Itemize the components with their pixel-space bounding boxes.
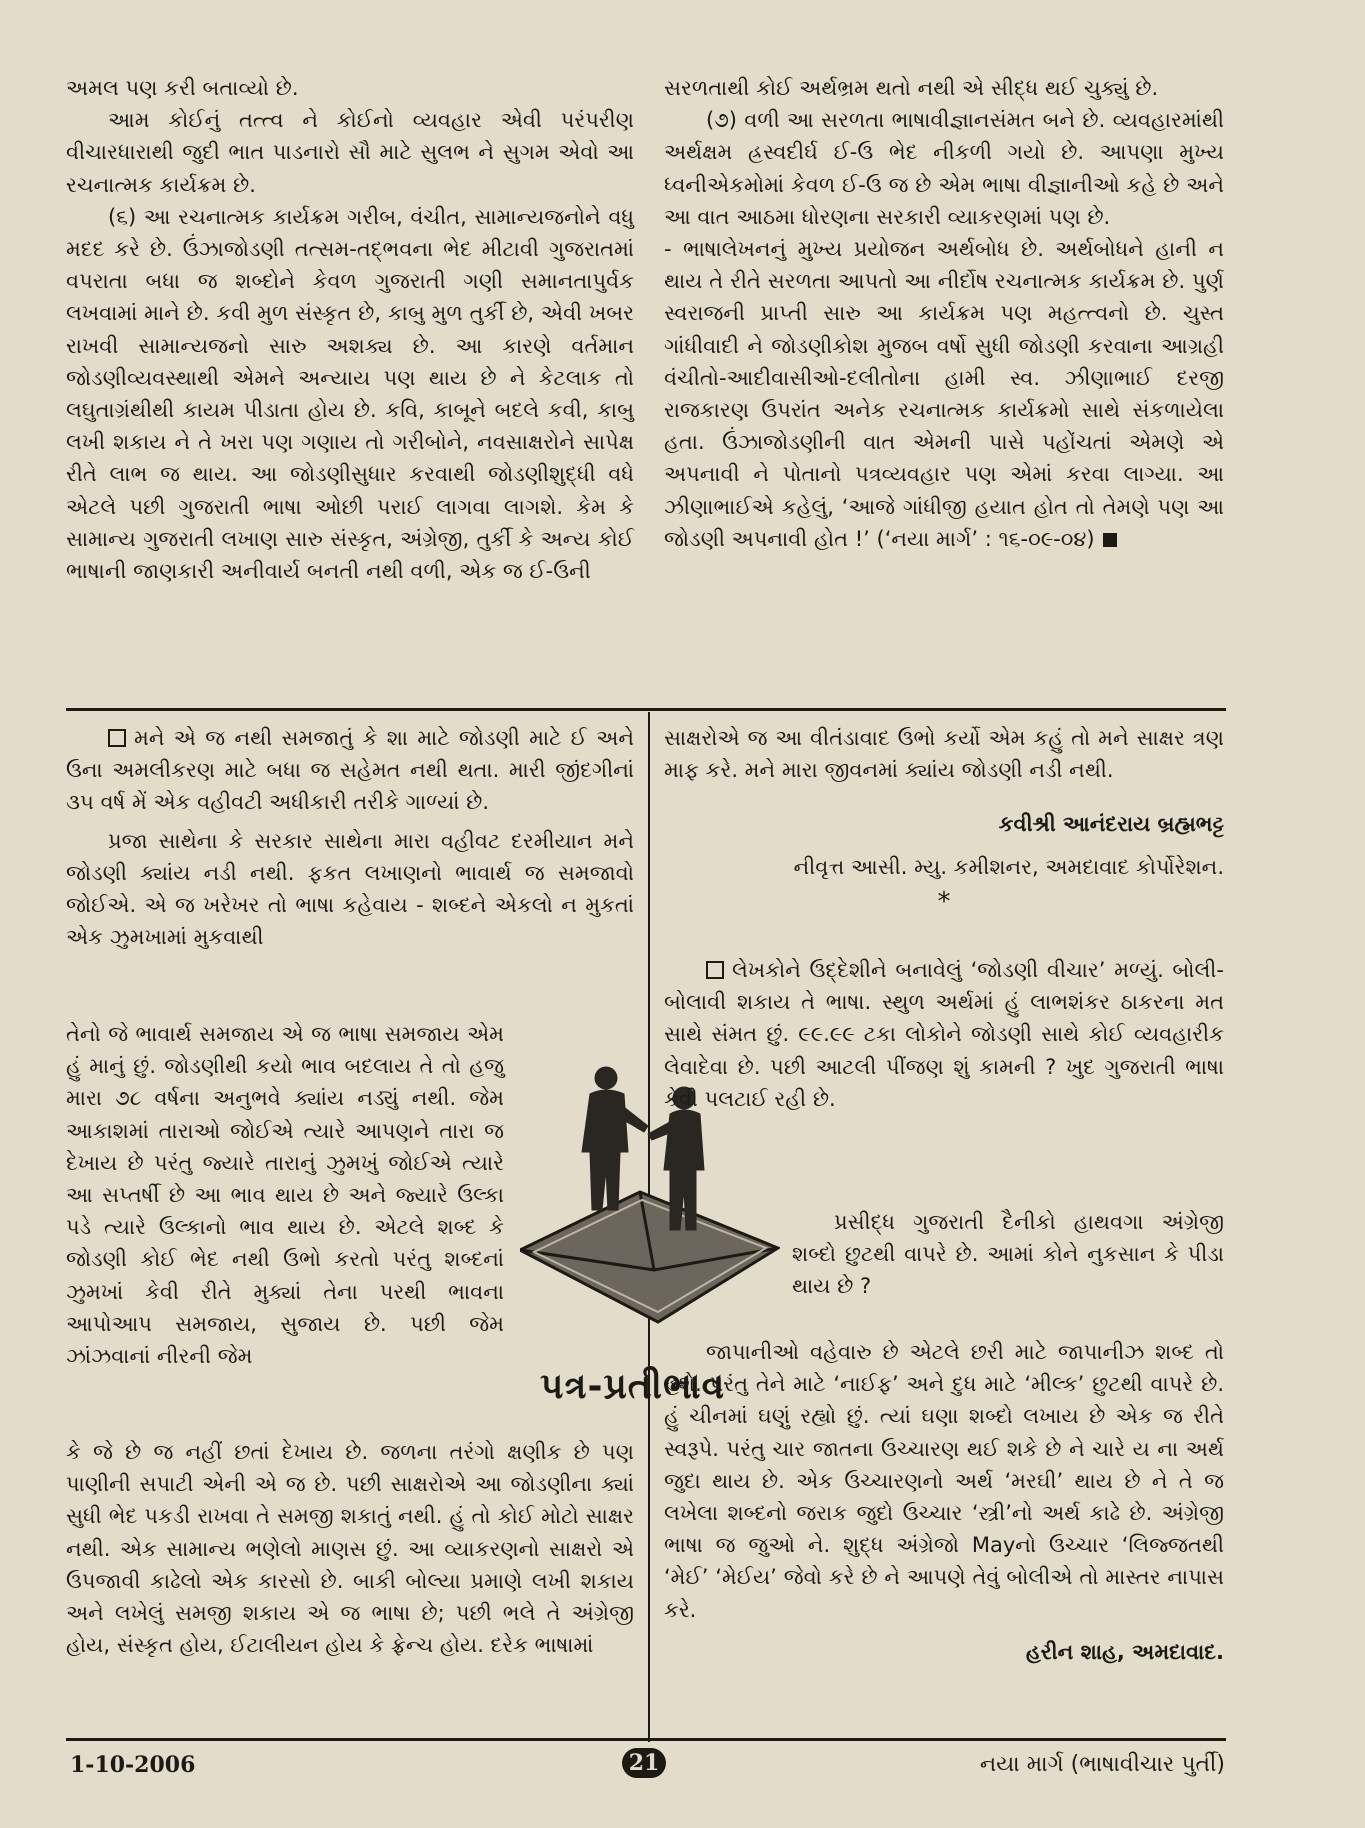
paragraph: અમલ પણ કરી બતાવ્યો છે. (66, 76, 299, 100)
page-number: 21 (622, 1748, 666, 1778)
paragraph: - ભાષાલેખનનું મુખ્ય પ્રયોજન અર્થબોધ છે. અર્થબોધને હાની ન થાય તે રીતે સરળતા આપતો આ નીર્દોષ રચનાત્મક કાર્યક્રમ છે. પુર્ણ સ્વરાજની પ્રાપ્તી સારુ આ કાર્યક્રમ પણ મહત્ત્વનો છે. ચુસ્ત ગાંધીવાદી ને જોડણીકોશ મુજબ વર્ષો સુધી જોડણી કરવાના આગ્રહી વંચીતો-આદીવાસીઓ-દલીતોના હામી સ્વ. ઝીણાભાઈ દરજી રાજકારણ ઉપરાંત અનેક રચનાત્મક કાર્યક્રમો સાથે સંકળાયેલા હતા. ઉંઝાજોડણીની વાત એમની પાસે પહોંચતાં એમણે એ અપનાવી ને પોતાનો પત્રવ્યવહાર પણ એમાં કરવા લાગ્યા. આ ઝીણાભાઈએ કહેલું, ‘આજે ગાંધીજી હયાત હોત તો તેમણે પણ આ જોડણી અપનાવી હોત !’ (‘નયા માર્ગ’ : ૧૬-૦૯-૦૪) (664, 237, 1224, 551)
paragraph: પ્રસીદ્ધ ગુજરાતી દૈનીકો હાથવગા અંગ્રેજી શબ્દો છુટથી વાપરે છે. આમાં કોને નુકસાન કે પીડા થાય છે ? (792, 1210, 1224, 1299)
footer-rule (66, 1738, 1226, 1741)
section-divider (66, 708, 1226, 711)
letter-one-end (664, 722, 1224, 917)
end-mark (1103, 533, 1117, 547)
top-right-column (664, 72, 1224, 555)
letter-two-wrapped (792, 1206, 1224, 1303)
letter-one-intro (66, 722, 634, 953)
paragraph: સરળતાથી કોઈ અર્થભ્રમ થતો નથી એ સીદ્ધ થઈ ચુક્યું છે. (664, 76, 1159, 100)
paragraph: (૬) આ રચનાત્મક કાર્યક્રમ ગરીબ, વંચીત, સામાન્યજનોને વધુ મદદ કરે છે. ઉંઝાજોડણી તત્સમ-તદ્ભવના ભેદ મીટાવી ગુજરાતમાં વપરાતા બધા જ શબ્દોને કેવળ ગુજરાતી ગણી સમાનતાપુર્વક લખવામાં માને છે. કવી મુળ સંસ્કૃત છે, કાબુ મુળ તુર્કી છે, એવી ખબર રાખવી સામાન્યજનો સારુ અશક્ય છે. આ કારણે વર્તમાન જોડણીવ્યવસ્થાથી એમને અન્યાય પણ થાય છે ને કેટલાક તો લઘુતાગ્રંથીથી કાયમ પીડાતા હોય છે. કવિ, કાબૂને બદલે કવી, કાબુ લખી શકાય ને તે ખરા પણ ગણાય તો ગરીબોને, નવસાક્ષરોને સાપેક્ષ રીતે લાભ જ થાય. આ જોડણીસુધાર કરવાથી જોડણીશુદ્ધી વધે એટલે પછી ગુજરાતી ભાષા ઓછી પરાઈ લાગવા લાગશે. કેમ કે સામાન્ય ગુજરાતી લખાણ સારુ સંસ્કૃત, અંગ્રેજી, તુર્કી કે અન્ય કોઈ ભાષાની જાણકારી અનીવાર્ય બનતી નથી વળી, એક જ ઈ-ઉની (66, 204, 634, 584)
letter-two-author: હરીન શાહ, અમદાવાદ. (1025, 1639, 1224, 1664)
letter-one-designation: નીવૃત્ત આસી. મ્યુ. કમીશનર, અમદાવાદ કોર્પોરેશન. (793, 854, 1224, 879)
paragraph: જાપાનીઓ વહેવારુ છે એટલે છરી માટે જાપાનીઝ શબ્દ તો હશે. પરંતુ તેને માટે ‘નાઈફ’ અને દુધ માટે ‘મીલ્ક’ છુટથી વાપરે છે. હું ચીનમાં ઘણું રહ્યો છું. ત્યાં ઘણા શબ્દો લખાય છે એક જ રીતે સ્વરૂપે. પરંતુ ચાર જાતના ઉચ્ચારણ થઈ શકે છે ને ચારે ય ના અર્થ જુદા થાય છે. એક ઉચ્ચારણનો અર્થ ‘મરઘી’ થાય છે ને તે જ લખેલા શબ્દનો જરાક જુદો ઉચ્ચાર ‘સ્ત્રી’નો અર્થ કાઢે છે. અંગ્રેજી ભાષા જ જુઓ ને. શુદ્ધ અંગ્રેજો Mayનો ઉચ્ચાર ‘લિજ્જતથી ‘મેઈ’ ‘મેઈય’ જેવો કરે છે ને આપણે તેવું બોલીએ તો માસ્તર નાપાસ કરે. (664, 1340, 1224, 1622)
paragraph: કે જે છે જ નહીં છતાં દેખાય છે. જળના તરંગો ક્ષણીક છે પણ પાણીની સપાટી એની એ જ છે. પછી સાક્ષરોએ આ જોડણીના ક્યાં સુધી ભેદ પકડી રાખવા તે સમજી શકાતું નથી. હું તો કોઈ મોટો સાક્ષર નથી. એક સામાન્ય ભણેલો માણસ છું. આ વ્યાકરણનો સાક્ષરો એ ઉપજાવી કાઢેલો એક કારસો છે. બાકી બોલ્યા પ્રમાણે લખી શકાય અને લખેલું સમજી શકાય એ જ ભાષા છે; પછી ભલે તે અંગ્રેજી હોય, સંસ્કૃત હોય, ઈટાલીયન હોય કે ફ્રેન્ચ હોય. દરેક ભાષામાં (66, 1440, 634, 1658)
footer-date: 1-10-2006 (70, 1752, 196, 1778)
paragraph: તેનો જે ભાવાર્થ સમજાય એ જ ભાષા સમજાય એમ હું માનું છું. જોડણીથી કયો ભાવ બદલાય તે તો હજુ મારા ૭૮ વર્ષના અનુભવે ક્યાંય નડ્યું નથી. જેમ આકાશમાં તારાઓ જોઈએ ત્યારે આપણને તારા જ દેખાય છે પરંતુ જ્યારે તારાનું ઝુમખું જોઈએ ત્યારે આ સપ્તર્ષી છે આ ભાવ થાય છે અને જ્યારે ઉલ્કા પડે ત્યારે ઉલ્કાનો ભાવ થાય છે. એટલે શબ્દ કે જોડણી કોઈ ભેદ નથી ઉભો કરતો પરંતુ શબ્દનાં ઝુમખાં કેવી રીતે મુક્યાં તેના પરથી ભાવના આપોઆપ સમજાય, સુજાય છે. પછી જેમ ઝાંઝવાનાં નીરની જેમ (66, 1022, 504, 1369)
paragraph: આમ કોઈનું તત્ત્વ ને કોઈનો વ્યવહાર એવી પરંપરીણ વીચારધારાથી જુદી ભાત પાડનારો સૌ માટે સુલભ ને સુગમ એવો આ રચનાત્મક કાર્યક્રમ છે. (66, 108, 634, 197)
letter-two-continued (664, 1336, 1224, 1668)
letter-two-intro (664, 954, 1224, 1115)
letter-one-continued (66, 1436, 634, 1661)
paragraph: પ્રજા સાથેના કે સરકાર સાથેના મારા વહીવટ દરમીયાન મને જોડણી ક્યાંય નડી નથી. ફકત લખાણનો ભાવાર્થ જ સમજાવો જોઈએ. એ જ ખરેખર તો ભાષા કહેવાય - શબ્દને એકલો ન મુકતાં એક ઝુમખામાં મુકવાથી (66, 828, 634, 950)
section-title: પત્ર-પ્રતીભાવ (540, 1366, 726, 1407)
separator-asterisk: * (937, 886, 951, 917)
checkbox-square-icon (108, 729, 126, 747)
top-left-column (66, 72, 634, 587)
paragraph: મને એ જ નથી સમજાતું કે શા માટે જોડણી માટે ઈ અને ઉના અમલીકરણ માટે બધા જ સહેમત નથી થતા. મારી જીંદગીનાં ૩૫ વર્ષ મેં એક વહીવટી અધીકારી તરીકે ગાળ્યાં છે. (66, 726, 634, 815)
footer-publication: નયા માર્ગ (ભાષાવીચાર પુર્તી) (979, 1752, 1225, 1777)
paragraph: સાક્ષરોએ જ આ વીતંડાવાદ ઉભો કર્યો એમ કહું તો મને સાક્ષર ત્રણ માફ કરે. મને મારા જીવનમાં ક્યાંય જોડણી નડી નથી. (664, 726, 1224, 783)
checkbox-square-icon (706, 961, 724, 979)
letter-one-wrapped (66, 1018, 504, 1372)
paragraph: (૭) વળી આ સરળતા ભાષાવીજ્ઞાનસંમત બને છે. વ્યવહારમાંથી અર્થક્ષમ હ્રસ્વદીર્ઘ ઈ-ઉ ભેદ નીકળી ગયો છે. આપણા મુખ્ય ધ્વનીએકમોમાં કેવળ ઈ-ઉ જ છે એમ ભાષા વીજ્ઞાનીઓ કહે છે અને આ વાત આઠમા ધોરણના સરકારી વ્યાકરણમાં પણ છે. (664, 108, 1224, 229)
paragraph: લેખકોને ઉદ્દેશીને બનાવેલું ‘જોડણી વીચાર’ મળ્યું. બોલી-બોલાવી શકાય તે ભાષા. સ્થુળ અર્થમાં હું લાભશંકર ઠાકરના મત સાથે સંમત છું. ૯૯.૯૯ ટકા લોકોને જોડણી સાથે કોઈ વ્યવહારીક લેવાદેવા છે. પછી આટલી પીંજણ શું કામની ? ખુદ ગુજરાતી ભાષા કેવી પલટાઈ રહી છે. (664, 958, 1224, 1111)
letter-one-author: કવીશ્રી આનંદરાય બ્રહ્મભટ્ટ (998, 812, 1224, 837)
